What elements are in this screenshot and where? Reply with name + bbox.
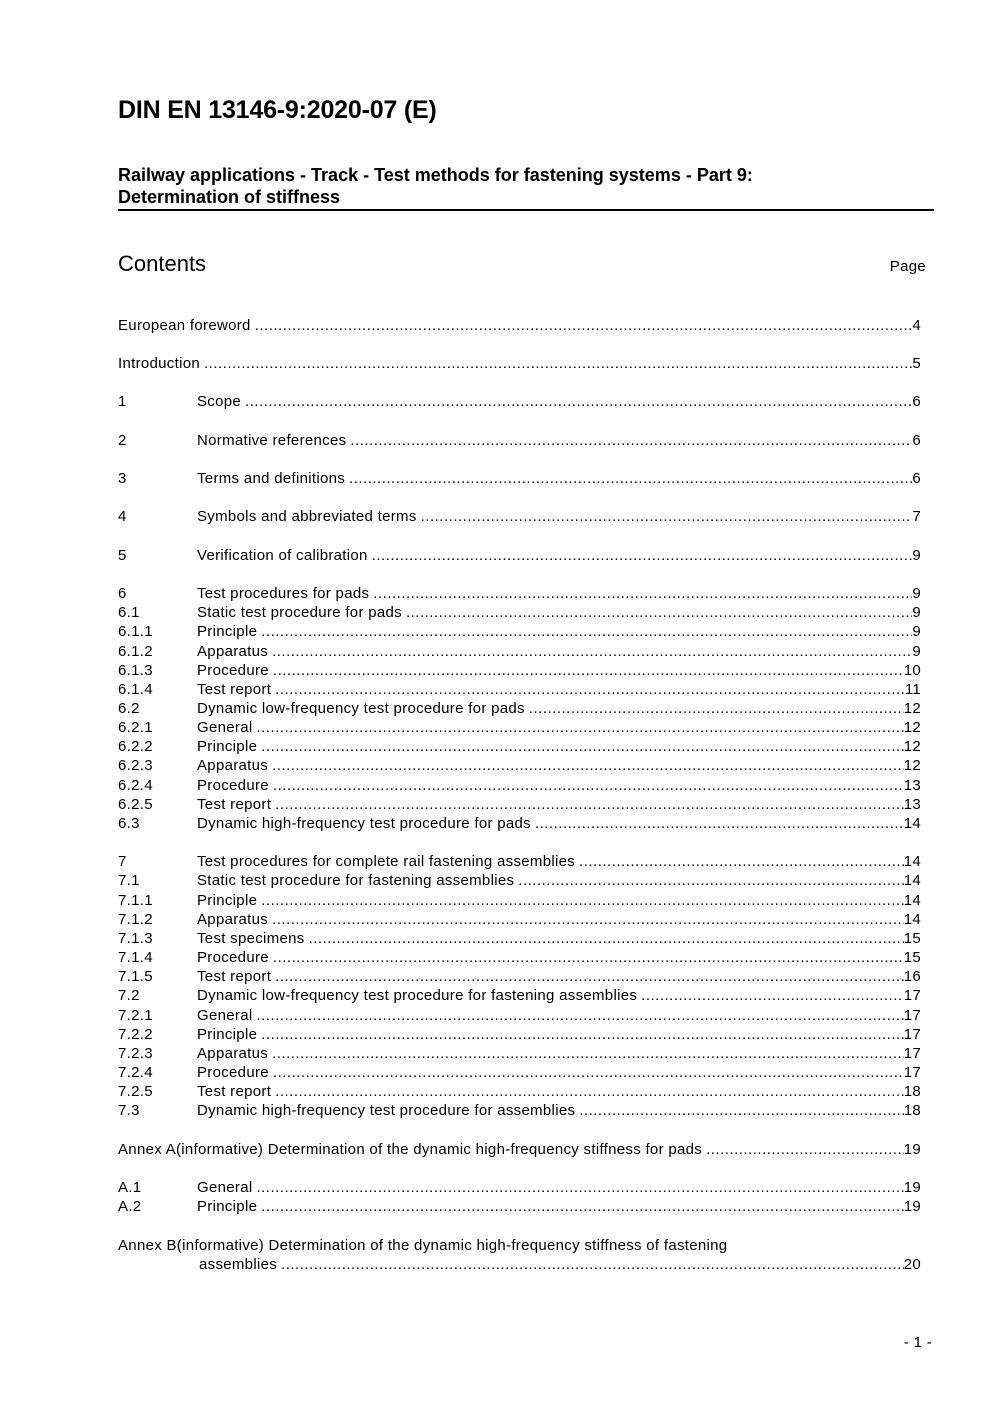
toc-entry-page: 12 — [903, 757, 921, 774]
toc-entry-title: Test report — [197, 1083, 272, 1100]
toc-entry-7-1-5[interactable] — [118, 967, 921, 986]
document-title-line-1: Railway applications - Track - Test methods for fastening systems - Part 9: — [118, 165, 753, 185]
toc-entry-6-1-1[interactable] — [118, 622, 921, 641]
toc-entry-title: Verification of calibration — [197, 547, 368, 564]
toc-entry-title: Introduction — [118, 355, 200, 372]
toc-entry-7-2-4[interactable] — [118, 1063, 921, 1082]
toc-entry-page: 6 — [912, 432, 921, 449]
toc-entry-page: 10 — [903, 662, 921, 679]
toc-entry-number: 3 — [118, 470, 127, 487]
toc-entry-page: 18 — [903, 1083, 921, 1100]
toc-entry-page: 6 — [912, 393, 921, 410]
toc-entry-title: Principle — [197, 623, 258, 640]
toc-entry-number: 7.1 — [118, 872, 140, 889]
toc-entry-number: A.2 — [118, 1198, 142, 1215]
toc-entry-page: 16 — [903, 968, 921, 985]
toc-entry-page: 19 — [903, 1179, 921, 1196]
toc-entry-6-1-4[interactable] — [118, 680, 921, 699]
toc-entry-7[interactable] — [118, 852, 921, 871]
toc-entry-title: Dynamic low-frequency test procedure for fastening assemblies — [197, 987, 638, 1004]
toc-entry-number: 7.2.2 — [118, 1026, 153, 1043]
toc-entry-title: Test report — [197, 796, 272, 813]
toc-entry-title: General — [197, 719, 253, 736]
toc-entry-number: 6.2.4 — [118, 777, 153, 794]
toc-entry-a-1[interactable] — [118, 1178, 921, 1197]
toc-entry-number: 7.2 — [118, 987, 140, 1004]
toc-entry-number: A.1 — [118, 1179, 142, 1196]
toc-entry-title: Test specimens — [197, 930, 305, 947]
toc-entry-page: 19 — [903, 1141, 921, 1158]
toc-entry-6-3[interactable] — [118, 814, 921, 833]
toc-entry-annex-a[interactable] — [118, 1140, 921, 1159]
toc-entry-title: Procedure — [197, 1064, 269, 1081]
toc-entry-title: Symbols and abbreviated terms — [197, 508, 417, 525]
toc-entry-title: Apparatus — [197, 911, 269, 928]
toc-entry-title: European foreword — [118, 317, 251, 334]
toc-entry-7-1-1[interactable] — [118, 891, 921, 910]
toc-entry-7-1-2[interactable] — [118, 910, 921, 929]
toc-entry-page: 12 — [903, 719, 921, 736]
document-title — [118, 164, 934, 211]
toc-entry-6-2-3[interactable] — [118, 756, 921, 775]
toc-entry-title: Static test procedure for pads — [197, 604, 402, 621]
toc-entry-2[interactable] — [118, 431, 921, 450]
toc-entry-number: 7.1.5 — [118, 968, 153, 985]
toc-entry-title: Procedure — [197, 949, 269, 966]
document-id: DIN EN 13146-9:2020-07 (E) — [118, 96, 437, 124]
toc-entry-title: Test procedures for pads — [197, 585, 370, 602]
toc-entry-page: 13 — [903, 777, 921, 794]
toc-entry-page: 12 — [903, 738, 921, 755]
toc-entry-page: 20 — [903, 1256, 921, 1273]
toc-entry-number: 6.2.2 — [118, 738, 153, 755]
toc-entry-page: 15 — [903, 949, 921, 966]
toc-entry-number: 4 — [118, 508, 127, 525]
toc-entry-title: Principle — [197, 1026, 258, 1043]
toc-entry-number: 7.2.1 — [118, 1007, 153, 1024]
toc-entry-7-2-3[interactable] — [118, 1044, 921, 1063]
toc-entry-7-3[interactable] — [118, 1101, 921, 1120]
toc-entry-annex-b[interactable] — [118, 1255, 921, 1274]
toc-entry-title: Dynamic high-frequency test procedure for assemblies — [197, 1102, 576, 1119]
toc-entry-title: Test report — [197, 968, 272, 985]
toc-entry-number: 2 — [118, 432, 127, 449]
toc-entry-page: 17 — [903, 1007, 921, 1024]
toc-entry-title: Normative references — [197, 432, 347, 449]
toc-entry-7-2[interactable] — [118, 986, 921, 1005]
toc-entry-6-2-4[interactable] — [118, 776, 921, 795]
toc-entry-6-2-5[interactable] — [118, 795, 921, 814]
toc-entry-title: Scope — [197, 393, 242, 410]
toc-entry-title: General — [197, 1179, 253, 1196]
toc-entry-7-2-1[interactable] — [118, 1006, 921, 1025]
toc-entry-number: 7.1.4 — [118, 949, 153, 966]
toc-entry-page: 17 — [903, 987, 921, 1004]
toc-entry-number: 7.1.2 — [118, 911, 153, 928]
toc-entry-6-2-1[interactable] — [118, 718, 921, 737]
toc-entry-6-2-2[interactable] — [118, 737, 921, 756]
toc-entry-title: Test procedures for complete rail fastening assemblies — [197, 853, 576, 870]
toc-entry-6[interactable] — [118, 584, 921, 603]
toc-entry-number: 7.2.3 — [118, 1045, 153, 1062]
toc-entry-page: 14 — [903, 872, 921, 889]
toc-entry-page: 9 — [912, 585, 921, 602]
toc-entry-title: Principle — [197, 738, 258, 755]
toc-entry-title: Apparatus — [197, 757, 269, 774]
toc-entry-number: 1 — [118, 393, 127, 410]
page-number: - 1 - — [903, 1334, 932, 1351]
toc-entry-page: 14 — [903, 815, 921, 832]
toc-entry-page: 6 — [912, 470, 921, 487]
toc-entry-number: 6.2.1 — [118, 719, 153, 736]
toc-entry-7-1-4[interactable] — [118, 948, 921, 967]
toc-entry-6-2[interactable] — [118, 699, 921, 718]
toc-entry-title: Principle — [197, 1198, 258, 1215]
toc-entry-title: Dynamic low-frequency test procedure for pads — [197, 700, 525, 717]
toc-entry-page: 13 — [903, 796, 921, 813]
contents-heading: Contents — [118, 251, 207, 276]
toc-entry-page: 17 — [903, 1064, 921, 1081]
toc-entry-number: 6 — [118, 585, 127, 602]
toc-entry-page: 9 — [912, 643, 921, 660]
document-title-line-2: Determination of stiffness — [118, 187, 341, 207]
toc-entry-6-1-2[interactable] — [118, 642, 921, 661]
toc-entry-title: Test report — [197, 681, 272, 698]
toc-entry-4[interactable] — [118, 507, 921, 526]
toc-entry-1[interactable] — [118, 392, 921, 411]
toc-entry-title: Procedure — [197, 777, 269, 794]
toc-entry-page: 12 — [903, 700, 921, 717]
toc-entry-number: 7.1.1 — [118, 892, 153, 909]
toc-entry-3[interactable] — [118, 469, 921, 488]
toc-entry-title: General — [197, 1007, 253, 1024]
toc-entry-number: 6.1.4 — [118, 681, 153, 698]
toc-entry-page: 17 — [903, 1045, 921, 1062]
toc-entry-page: 14 — [903, 853, 921, 870]
toc-entry-number: 6.1.3 — [118, 662, 153, 679]
toc-entry-title: Dynamic high-frequency test procedure for pads — [197, 815, 531, 832]
toc-entry-title: assemblies — [199, 1256, 278, 1273]
toc-entry-title: Principle — [197, 892, 258, 909]
toc-entry-page: 9 — [912, 623, 921, 640]
toc-entry-page: 14 — [903, 911, 921, 928]
toc-entry-title: Terms and definitions — [197, 470, 346, 487]
toc-entry-number: 6.2.5 — [118, 796, 153, 813]
toc-entry-title: Apparatus — [197, 1045, 269, 1062]
toc-entry-number: 6.2.3 — [118, 757, 153, 774]
toc-entry-page: 9 — [912, 547, 921, 564]
toc-entry-number: 6.1.2 — [118, 643, 153, 660]
toc-entry-number: 6.1.1 — [118, 623, 153, 640]
toc-entry-number: 7.2.4 — [118, 1064, 153, 1081]
toc-entry-number: 7.1.3 — [118, 930, 153, 947]
toc-entry-7-1[interactable] — [118, 871, 921, 890]
toc-entry-page: 9 — [912, 604, 921, 621]
toc-entry-page: 4 — [912, 317, 921, 334]
toc-entry-number: 6.1 — [118, 604, 140, 621]
toc-entry-7-1-3[interactable] — [118, 929, 921, 948]
toc-entry-annex-b-title[interactable]: Annex B(informative) Determination of the dynamic high-frequency stiffness of fastening — [118, 1237, 728, 1254]
toc-entry-number: 7 — [118, 853, 127, 870]
page-column-label: Page — [889, 258, 926, 275]
toc-entry-title: Static test procedure for fastening assemblies — [197, 872, 515, 889]
toc-entry-number: 5 — [118, 547, 127, 564]
toc-entry-introduction[interactable] — [118, 354, 921, 373]
toc-entry-page: 5 — [912, 355, 921, 372]
toc-entry-european-foreword[interactable] — [118, 316, 921, 335]
toc-entry-7-2-5[interactable] — [118, 1082, 921, 1101]
toc-entry-page: 17 — [903, 1026, 921, 1043]
toc-entry-number: 6.2 — [118, 700, 140, 717]
toc-entry-number: 6.3 — [118, 815, 140, 832]
toc-entry-page: 19 — [903, 1198, 921, 1215]
toc-entry-page: 7 — [912, 508, 921, 525]
toc-entry-page: 15 — [903, 930, 921, 947]
toc-entry-6-1[interactable] — [118, 603, 921, 622]
toc-entry-6-1-3[interactable] — [118, 661, 921, 680]
toc-entry-number: 7.3 — [118, 1102, 140, 1119]
toc-entry-title: Apparatus — [197, 643, 269, 660]
toc-entry-page: 18 — [903, 1102, 921, 1119]
toc-entry-number: 7.2.5 — [118, 1083, 153, 1100]
toc-entry-5[interactable] — [118, 546, 921, 565]
toc-entry-title: Procedure — [197, 662, 269, 679]
toc-entry-a-2[interactable] — [118, 1197, 921, 1216]
toc-entry-title: Annex A(informative) Determination of the dynamic high-frequency stiffness for pads — [118, 1141, 703, 1158]
toc-entry-page: 11 — [904, 681, 921, 698]
toc-entry-7-2-2[interactable] — [118, 1025, 921, 1044]
toc-entry-page: 14 — [903, 892, 921, 909]
